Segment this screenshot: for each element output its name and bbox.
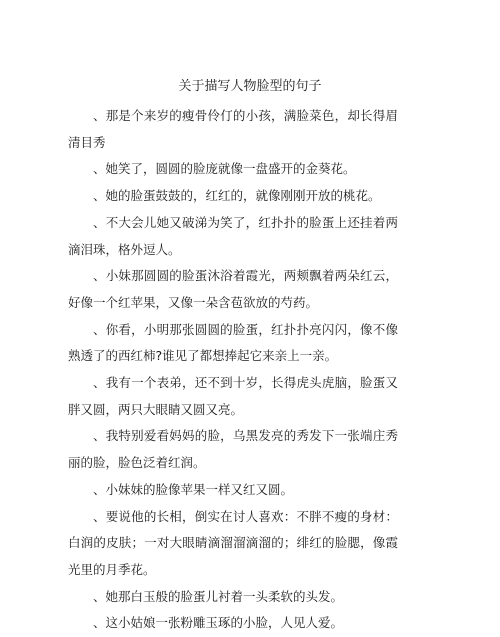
paragraph: 、我特别爱看妈妈的脸，乌黑发亮的秀发下一张端庄秀丽的脸，脸色泛着红润。 <box>68 428 398 471</box>
document-body <box>68 103 398 637</box>
paragraph: 、小妹妹的脸像苹果一样又红又圆。 <box>93 481 294 497</box>
paragraph: 、她的脸蛋鼓鼓的，红红的，就像刚刚开放的桃花。 <box>93 188 381 204</box>
document-title: 关于描写人物脸型的句子 <box>178 79 322 94</box>
paragraph: 、你看，小明那张圆圆的脸蛋，红扑扑亮闪闪，像不像熟透了的西红柿?谁见了都想捧起它来亲上一亲。 <box>68 321 398 364</box>
paragraph: 、我有一个表弟，还不到十岁，长得虎头虎脑，脸蛋又胖又圆，两只大眼睛又圆又亮。 <box>68 375 398 417</box>
paragraph: 、那是个来岁的瘦骨伶仃的小孩，满脸菜色，却长得眉清目秀 <box>68 108 398 150</box>
paragraph: 、不大会儿她又破涕为笑了，红扑扑的脸蛋上还挂着两滴泪珠，格外逗人。 <box>68 214 398 257</box>
paragraph: 、小妹那圆圆的脸蛋沐浴着霞光，两颊飘着两朵红云，好像一个红苹果，又像一朵含苞欲放的芍药。 <box>68 268 398 310</box>
paragraph: 、这小姑娘一张粉雕玉琢的小脸，人见人爱。 <box>93 615 344 631</box>
paragraph: 、她笑了，圆圆的脸庞就像一盘盛开的金葵花。 <box>93 161 356 177</box>
paragraph: 、她那白玉般的脸蛋儿衬着一头柔软的头发。 <box>93 588 344 604</box>
paragraph: 、要说他的长相，倒实在讨人喜欢：不胖不瘦的身材：白润的皮肤；一对大眼睛滴溜溜滴溜的；绯红的脸腮，像霞光里的月季花。 <box>68 508 398 577</box>
